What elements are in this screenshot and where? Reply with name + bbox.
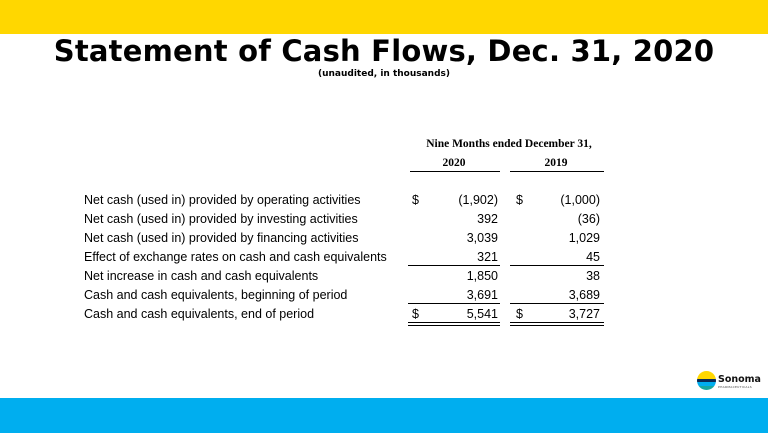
subtotal-rule — [510, 303, 604, 304]
total-double-rule — [510, 325, 604, 326]
currency-symbol: $ — [412, 307, 419, 321]
table-row — [0, 211, 768, 230]
row-label: Cash and cash equivalents, end of period — [84, 307, 315, 321]
row-label: Net cash (used in) provided by investing activities — [84, 212, 358, 226]
currency-symbol: $ — [412, 193, 419, 207]
value-2020: 5,541 — [466, 307, 498, 321]
value-2019: (1,000) — [560, 193, 600, 207]
page-title: Statement of Cash Flows, Dec. 31, 2020 — [53, 34, 715, 68]
sonoma-logo — [697, 370, 765, 392]
column-header-underline — [510, 171, 604, 172]
row-label: Cash and cash equivalents, beginning of period — [84, 288, 348, 302]
value-2019: 1,029 — [568, 231, 600, 245]
row-label: Effect of exchange rates on cash and cash equivalents — [84, 250, 387, 264]
subtotal-rule — [408, 303, 500, 304]
total-double-rule — [408, 325, 500, 326]
value-2020: 3,039 — [466, 231, 498, 245]
subtotal-rule — [408, 265, 500, 266]
value-2019: (36) — [577, 212, 600, 226]
page-subtitle: (unaudited, in thousands) — [317, 69, 450, 79]
table-row — [0, 230, 768, 249]
value-2020: 392 — [477, 212, 498, 226]
value-2020: (1,902) — [458, 193, 498, 207]
value-2019: 3,689 — [568, 288, 600, 302]
row-label: Net cash (used in) provided by financing activities — [84, 231, 359, 245]
row-label: Net increase in cash and cash equivalents — [84, 269, 319, 283]
logo-name: Sonoma — [718, 374, 761, 385]
sun-wave-icon — [697, 371, 716, 390]
column-header-underline — [410, 171, 500, 172]
currency-symbol: $ — [516, 193, 523, 207]
table-row — [0, 192, 768, 211]
column-header-2020: 2020 — [442, 157, 466, 169]
period-header: Nine Months ended December 31, — [426, 138, 592, 150]
subtotal-rule — [510, 265, 604, 266]
value-2019: 38 — [586, 269, 600, 283]
currency-symbol: $ — [516, 307, 523, 321]
table-row — [0, 268, 768, 287]
table-row — [0, 287, 768, 306]
value-2019: 3,727 — [568, 307, 600, 321]
total-double-rule — [408, 322, 500, 323]
value-2020: 3,691 — [466, 288, 498, 302]
bottom-blue-band — [0, 398, 768, 433]
total-double-rule — [510, 322, 604, 323]
top-yellow-band — [0, 0, 768, 34]
row-label: Net cash (used in) provided by operating activities — [84, 193, 361, 207]
value-2019: 45 — [586, 250, 600, 264]
column-header-2019: 2019 — [544, 157, 568, 169]
logo-tagline: PHARMACEUTICALS — [718, 385, 752, 389]
value-2020: 1,850 — [466, 269, 498, 283]
value-2020: 321 — [477, 250, 498, 264]
table-row — [0, 249, 768, 268]
table-row — [0, 306, 768, 325]
